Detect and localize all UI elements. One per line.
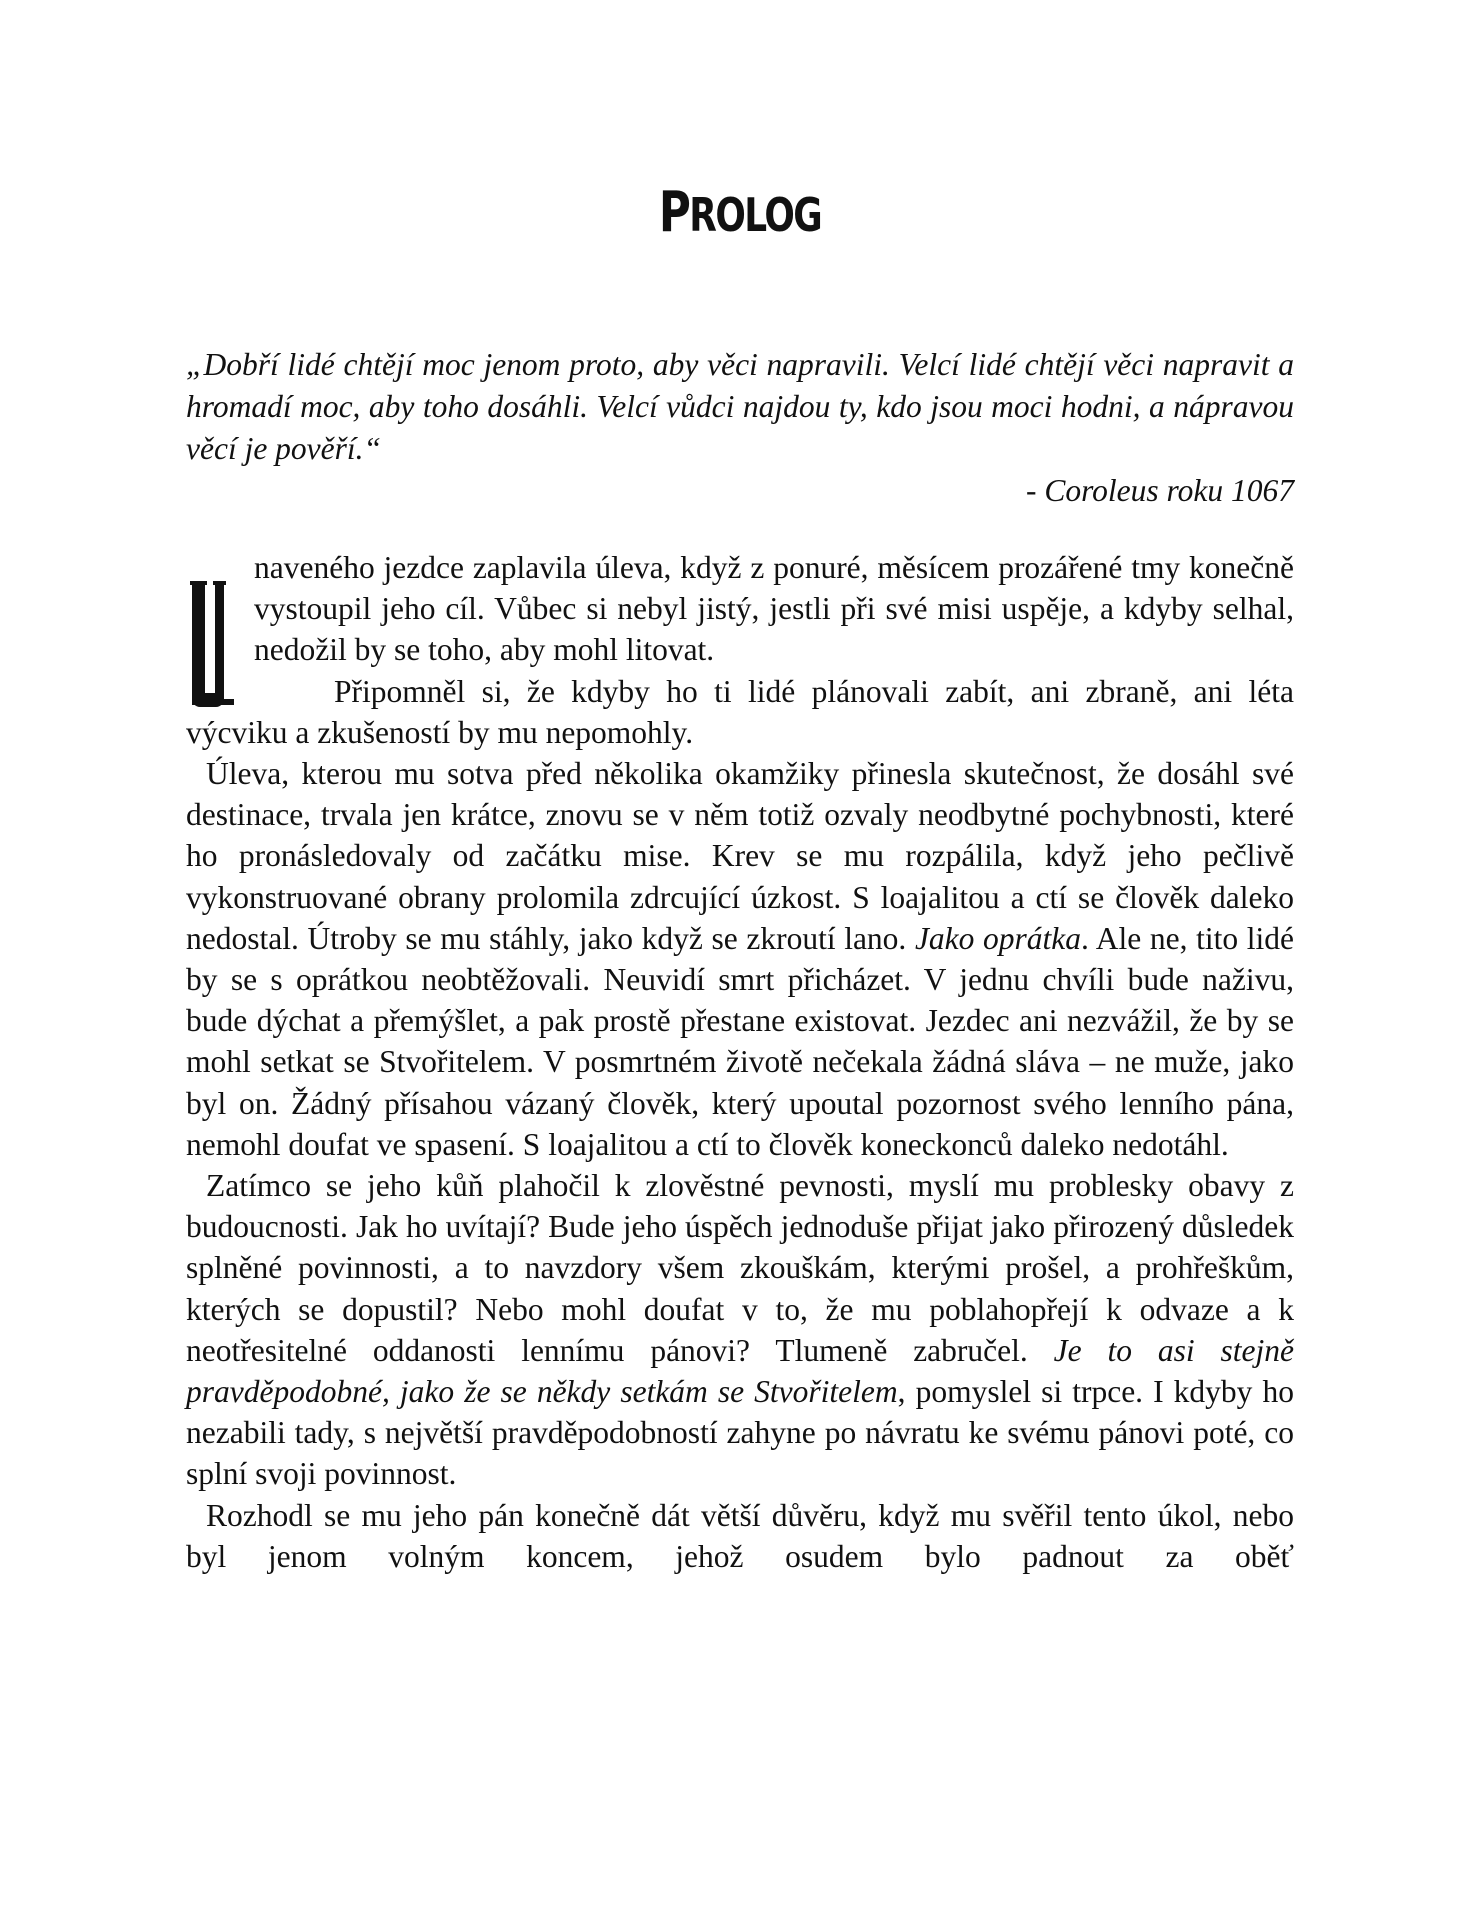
- paragraph-2-text: Připomněl si, že kdyby ho ti lidé plánovali zabít, ani zbraně, ani léta výcviku a zkušeností by mu nepomohly.: [186, 673, 1294, 750]
- paragraph-1: [186, 547, 1294, 671]
- paragraph-3-text-a: Úleva, kterou mu sotva před několika okamžiky přinesla skutečnost, že dosáhl své destinace, trvala jen krátce, znovu se v něm totiž ozvaly neodbytné pochybnosti, které ho pronásledovaly od začátku mise. Krev se mu rozpálila, když jeho pečlivě vykonstruované obrany prolomila zdrcující úzkost. S loajalitou a ctí se člověk daleko nedostal. Útroby se mu stáhly, jako když se zkroutí lano.: [186, 756, 1294, 956]
- paragraph-4-emphasis: Je to asi stejně pravděpodobné, jako že se někdy setkám se Stvořitelem: [186, 1332, 1295, 1410]
- chapter-body: [186, 547, 1294, 1618]
- paragraph-5-text: Rozhodl se mu jeho pán konečně dát větší důvěru, když mu svěřil tento úkol, nebo byl jenom volným koncem, jehož osudem bylo padnout za oběť: [186, 1497, 1294, 1574]
- paragraph-1-text: naveného jezdce zaplavila úleva, když z ponuré, měsícem prozářené tmy konečně vystoupil jeho cíl. Vůbec si nebyl jistý, jestli při své misi uspěje, a kdyby selhal, nedožil by se toho, aby mohl litovat.: [254, 550, 1294, 668]
- paragraph-3: [186, 753, 1294, 1165]
- epigraph-attribution: - Coroleus roku 1067: [1025, 473, 1294, 508]
- paragraph-4-text-b: , pomyslel si trpce. I kdyby ho nezabili tady, s největší pravděpodobností zahyne po návratu ke svému pánovi poté, co splní svoji povinnost.: [186, 1374, 1295, 1492]
- paragraph-4-text-a: Zatímco se jeho kůň plahočil k zlověstné pevnosti, myslí mu problesky obavy z budoucnosti. Jak ho uvítají? Bude jeho úspěch jednoduše přijat jako přirozený důsledek splněné povinnosti, a to navzdory všem zkouškám, kterými prošel, a prohřeškům, kterých se dopustil? Nebo mohl doufat v to, že mu poblahopřejí k odvaze a k neotřesitelné oddanosti lennímu pánovi? Tlumeně zabručel.: [186, 1168, 1294, 1368]
- paragraph-5: [186, 1495, 1294, 1619]
- paragraph-2: [186, 671, 1294, 753]
- chapter-title: [308, 180, 1172, 245]
- drop-cap-letter: [190, 581, 234, 709]
- chapter-title-initial: P: [658, 180, 690, 245]
- chapter-title-rest: ROLOG: [689, 188, 822, 242]
- paragraph-3-emphasis: Jako oprátka: [914, 920, 1082, 956]
- book-page: [186, 0, 1294, 1920]
- paragraph-3-text-b: . Ale ne, tito lidé by se s oprátkou neobtěžovali. Neuvidí smrt přicházet. V jednu chvíli bude naživu, bude dýchat a přemýšlet, a pak prostě přestane existovat. Jezdec ani nezvážil, že by se mohl setkat se Stvořitelem. V posmrtném životě nečekala žádná sláva – ne muže, jako byl on. Žádný přísahou vázaný člověk, který upoutal pozornost svého lenního pána, nemohl doufat ve spasení. S loajalitou a ctí to člověk koneckonců daleko nedotáhl.: [186, 920, 1294, 1162]
- epigraph-quote: „Dobří lidé chtějí moc jenom proto, aby věci napravili. Velcí lidé chtějí věci napravit a hromadí moc, aby toho dosáhli. Velcí vůdci najdou ty, kdo jsou moci hodni, a nápravou věcí je pověří.“: [186, 347, 1294, 466]
- paragraph-4: [186, 1165, 1294, 1495]
